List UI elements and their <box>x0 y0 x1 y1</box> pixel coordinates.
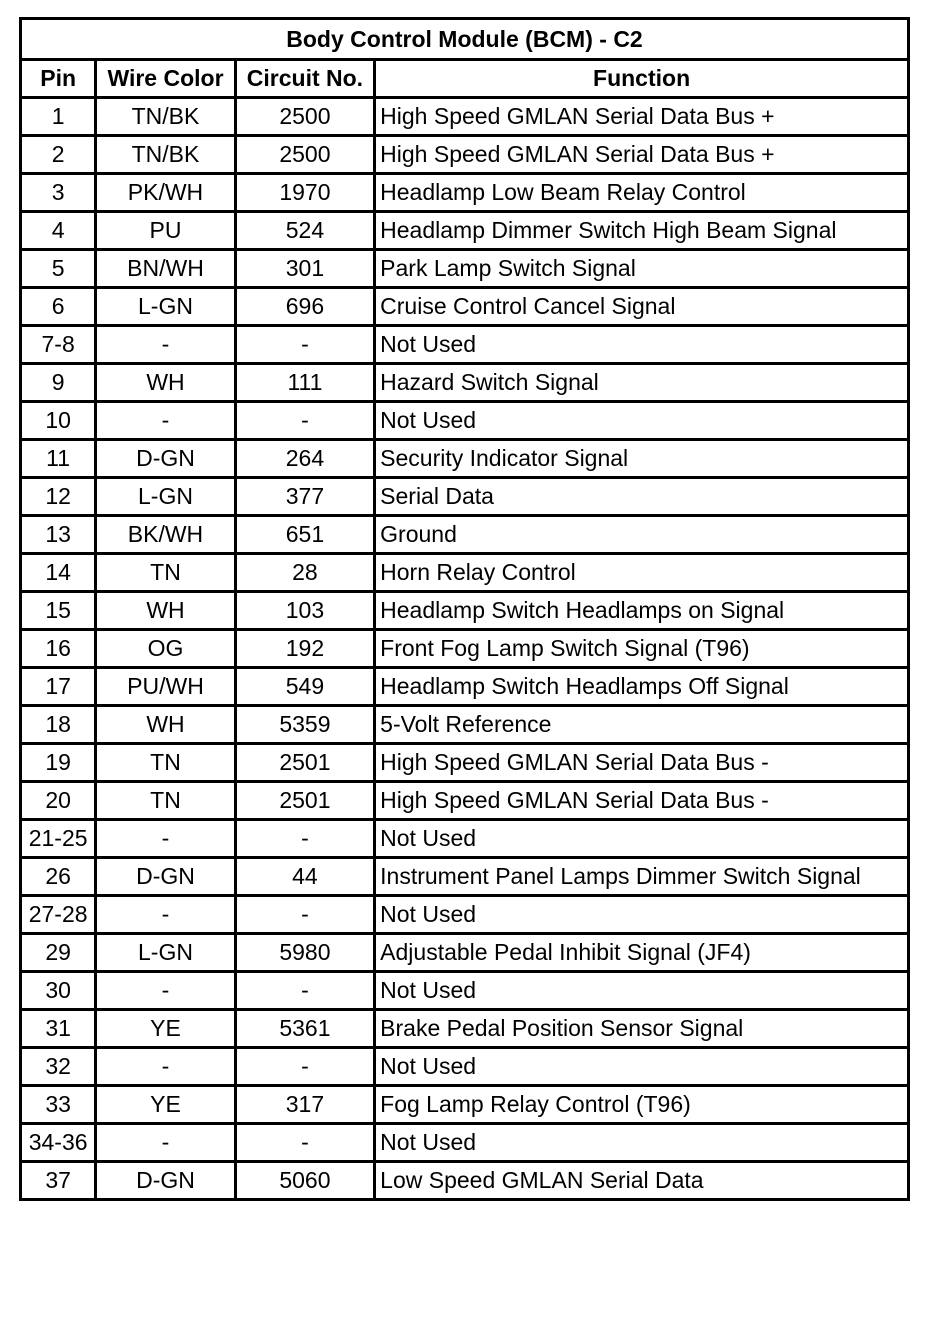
table-row <box>21 288 909 326</box>
wire-color-cell: L-GN <box>96 288 235 326</box>
pin-cell: 14 <box>21 554 96 592</box>
circuit-number-cell: 524 <box>235 212 374 250</box>
wire-color-cell: D-GN <box>96 1162 235 1200</box>
table-row <box>21 934 909 972</box>
circuit-number-cell: 2500 <box>235 98 374 136</box>
circuit-number-cell: 1970 <box>235 174 374 212</box>
circuit-number-cell: 111 <box>235 364 374 402</box>
pin-cell: 37 <box>21 1162 96 1200</box>
function-cell: Ground <box>375 516 909 554</box>
pin-cell: 7-8 <box>21 326 96 364</box>
pin-cell: 13 <box>21 516 96 554</box>
table-row <box>21 174 909 212</box>
table-row <box>21 364 909 402</box>
table-row <box>21 972 909 1010</box>
circuit-number-cell: 192 <box>235 630 374 668</box>
wire-color-cell: PK/WH <box>96 174 235 212</box>
table-row <box>21 250 909 288</box>
function-cell: Cruise Control Cancel Signal <box>375 288 909 326</box>
pin-cell: 32 <box>21 1048 96 1086</box>
circuit-number-cell: 696 <box>235 288 374 326</box>
function-cell: Low Speed GMLAN Serial Data <box>375 1162 909 1200</box>
circuit-number-cell: 5361 <box>235 1010 374 1048</box>
circuit-number-cell: - <box>235 1124 374 1162</box>
function-cell: Headlamp Switch Headlamps on Signal <box>375 592 909 630</box>
circuit-number-cell: 301 <box>235 250 374 288</box>
wire-color-cell: BK/WH <box>96 516 235 554</box>
circuit-number-cell: 2501 <box>235 744 374 782</box>
table-body <box>21 98 909 1200</box>
wire-color-cell: TN/BK <box>96 136 235 174</box>
function-cell: Adjustable Pedal Inhibit Signal (JF4) <box>375 934 909 972</box>
circuit-number-cell: 264 <box>235 440 374 478</box>
table-row <box>21 98 909 136</box>
circuit-number-cell: - <box>235 972 374 1010</box>
pin-cell: 18 <box>21 706 96 744</box>
table-row <box>21 706 909 744</box>
table-row <box>21 630 909 668</box>
wire-color-cell: D-GN <box>96 440 235 478</box>
pin-cell: 33 <box>21 1086 96 1124</box>
pin-cell: 3 <box>21 174 96 212</box>
circuit-number-cell: 549 <box>235 668 374 706</box>
function-cell: Serial Data <box>375 478 909 516</box>
table-row <box>21 554 909 592</box>
table-row <box>21 1086 909 1124</box>
table-row <box>21 1048 909 1086</box>
wire-color-cell: - <box>96 1124 235 1162</box>
circuit-number-cell: 317 <box>235 1086 374 1124</box>
header-function: Function <box>375 60 909 98</box>
wire-color-cell: - <box>96 402 235 440</box>
table-row <box>21 1124 909 1162</box>
table-row <box>21 744 909 782</box>
wire-color-cell: PU/WH <box>96 668 235 706</box>
pin-cell: 31 <box>21 1010 96 1048</box>
table-row <box>21 896 909 934</box>
function-cell: Horn Relay Control <box>375 554 909 592</box>
pin-cell: 17 <box>21 668 96 706</box>
wire-color-cell: - <box>96 326 235 364</box>
wire-color-cell: L-GN <box>96 478 235 516</box>
pin-cell: 6 <box>21 288 96 326</box>
function-cell: High Speed GMLAN Serial Data Bus - <box>375 744 909 782</box>
function-cell: High Speed GMLAN Serial Data Bus - <box>375 782 909 820</box>
table-row <box>21 478 909 516</box>
pin-cell: 30 <box>21 972 96 1010</box>
pin-cell: 12 <box>21 478 96 516</box>
pin-cell: 29 <box>21 934 96 972</box>
circuit-number-cell: 2501 <box>235 782 374 820</box>
function-cell: Headlamp Dimmer Switch High Beam Signal <box>375 212 909 250</box>
function-cell: Fog Lamp Relay Control (T96) <box>375 1086 909 1124</box>
table-row <box>21 212 909 250</box>
pin-cell: 1 <box>21 98 96 136</box>
title-row <box>21 19 909 60</box>
wire-color-cell: TN <box>96 782 235 820</box>
pin-cell: 21-25 <box>21 820 96 858</box>
wire-color-cell: L-GN <box>96 934 235 972</box>
header-pin: Pin <box>21 60 96 98</box>
pin-cell: 9 <box>21 364 96 402</box>
header-wire-color: Wire Color <box>96 60 235 98</box>
function-cell: Park Lamp Switch Signal <box>375 250 909 288</box>
pin-cell: 10 <box>21 402 96 440</box>
circuit-number-cell: 2500 <box>235 136 374 174</box>
pin-cell: 26 <box>21 858 96 896</box>
circuit-number-cell: - <box>235 820 374 858</box>
circuit-number-cell: - <box>235 1048 374 1086</box>
circuit-number-cell: - <box>235 402 374 440</box>
circuit-number-cell: 651 <box>235 516 374 554</box>
table-title: Body Control Module (BCM) - C2 <box>21 19 909 60</box>
pin-cell: 4 <box>21 212 96 250</box>
function-cell: Not Used <box>375 326 909 364</box>
table-row <box>21 402 909 440</box>
wire-color-cell: BN/WH <box>96 250 235 288</box>
table-row <box>21 516 909 554</box>
function-cell: High Speed GMLAN Serial Data Bus + <box>375 98 909 136</box>
wire-color-cell: - <box>96 820 235 858</box>
connector-pinout-table <box>19 17 910 1201</box>
circuit-number-cell: 5359 <box>235 706 374 744</box>
table-row <box>21 668 909 706</box>
circuit-number-cell: 5980 <box>235 934 374 972</box>
wire-color-cell: - <box>96 896 235 934</box>
table-row <box>21 1010 909 1048</box>
circuit-number-cell: - <box>235 326 374 364</box>
header-circuit-no: Circuit No. <box>235 60 374 98</box>
pin-cell: 5 <box>21 250 96 288</box>
wire-color-cell: D-GN <box>96 858 235 896</box>
pin-cell: 27-28 <box>21 896 96 934</box>
function-cell: Not Used <box>375 1048 909 1086</box>
wire-color-cell: TN/BK <box>96 98 235 136</box>
pin-cell: 2 <box>21 136 96 174</box>
header-row <box>21 60 909 98</box>
wire-color-cell: YE <box>96 1086 235 1124</box>
function-cell: 5-Volt Reference <box>375 706 909 744</box>
circuit-number-cell: 103 <box>235 592 374 630</box>
wire-color-cell: - <box>96 972 235 1010</box>
function-cell: Not Used <box>375 1124 909 1162</box>
function-cell: High Speed GMLAN Serial Data Bus + <box>375 136 909 174</box>
function-cell: Not Used <box>375 820 909 858</box>
function-cell: Front Fog Lamp Switch Signal (T96) <box>375 630 909 668</box>
wire-color-cell: TN <box>96 554 235 592</box>
pin-cell: 11 <box>21 440 96 478</box>
table-row <box>21 326 909 364</box>
function-cell: Brake Pedal Position Sensor Signal <box>375 1010 909 1048</box>
wire-color-cell: PU <box>96 212 235 250</box>
wire-color-cell: - <box>96 1048 235 1086</box>
wire-color-cell: WH <box>96 706 235 744</box>
circuit-number-cell: 28 <box>235 554 374 592</box>
table-row <box>21 858 909 896</box>
wire-color-cell: WH <box>96 592 235 630</box>
function-cell: Headlamp Low Beam Relay Control <box>375 174 909 212</box>
pin-cell: 15 <box>21 592 96 630</box>
function-cell: Not Used <box>375 896 909 934</box>
pin-cell: 19 <box>21 744 96 782</box>
circuit-number-cell: 377 <box>235 478 374 516</box>
circuit-number-cell: 44 <box>235 858 374 896</box>
wire-color-cell: YE <box>96 1010 235 1048</box>
pin-cell: 34-36 <box>21 1124 96 1162</box>
pin-cell: 20 <box>21 782 96 820</box>
function-cell: Not Used <box>375 972 909 1010</box>
circuit-number-cell: - <box>235 896 374 934</box>
table-row <box>21 440 909 478</box>
function-cell: Instrument Panel Lamps Dimmer Switch Signal <box>375 858 909 896</box>
table-row <box>21 820 909 858</box>
pin-cell: 16 <box>21 630 96 668</box>
function-cell: Not Used <box>375 402 909 440</box>
function-cell: Security Indicator Signal <box>375 440 909 478</box>
function-cell: Headlamp Switch Headlamps Off Signal <box>375 668 909 706</box>
wire-color-cell: TN <box>96 744 235 782</box>
table-row <box>21 136 909 174</box>
table-row <box>21 1162 909 1200</box>
function-cell: Hazard Switch Signal <box>375 364 909 402</box>
circuit-number-cell: 5060 <box>235 1162 374 1200</box>
wire-color-cell: OG <box>96 630 235 668</box>
table-row <box>21 592 909 630</box>
wire-color-cell: WH <box>96 364 235 402</box>
table-row <box>21 782 909 820</box>
